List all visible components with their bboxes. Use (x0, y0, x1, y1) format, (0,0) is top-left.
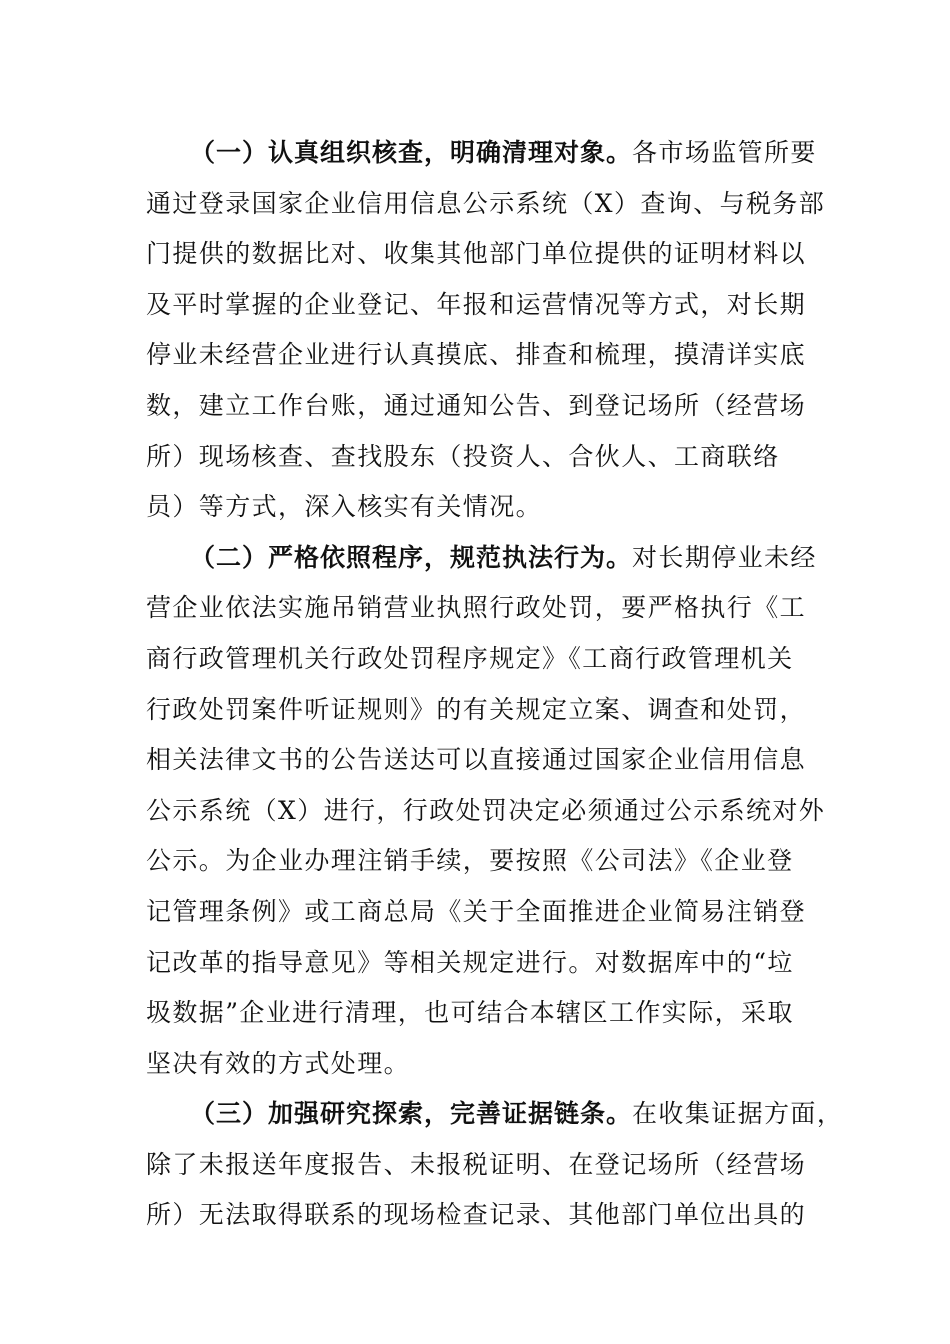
paragraph-1-line-7: 所）现场核查、查找股东（投资人、合伙人、工商联络 (146, 441, 780, 471)
paragraph-1-heading: （一）认真组织核查，明确清理对象。 (190, 138, 633, 167)
paragraph-1-line-2: 通过登录国家企业信用信息公示系统（X）查询、与税务部 (146, 188, 826, 218)
document-body (146, 128, 844, 1241)
paragraph-2-line-6: 公示系统（X）进行，行政处罚决定必须通过公示系统对外 (146, 795, 826, 825)
paragraph-1-text: 各市场监管所要 (632, 138, 817, 167)
paragraph-3-text: 在收集证据方面， (632, 1099, 844, 1129)
paragraph-2-line-9: 记改革的指导意见》等相关规定进行。对数据库中的“垃 (146, 947, 794, 977)
paragraph-2-text: 对长期停业未经 (632, 542, 817, 572)
paragraph-2-line-3: 商行政管理机关行政处罚程序规定》《工商行政管理机关 (146, 643, 794, 673)
paragraph-1-line-4: 及平时掌握的企业登记、年报和运营情况等方式，对长期 (146, 289, 807, 319)
paragraph-3-line-3: 所）无法取得联系的现场检查记录、其他部门单位出具的 (146, 1200, 807, 1230)
paragraph-1-line-3: 门提供的数据比对、收集其他部门单位提供的证明材料以 (146, 239, 807, 269)
paragraph-1-line-8: 员）等方式，深入核实有关情况。 (146, 492, 543, 522)
paragraph-2-line-11: 坚决有效的方式处理。 (146, 1048, 411, 1078)
paragraph-1-line-5: 停业未经营企业进行认真摸底、排查和梳理，摸清详实底 (146, 340, 807, 370)
paragraph-2-line-8: 记管理条例》或工商总局《关于全面推进企业简易注销登 (146, 896, 807, 926)
paragraph-2-line-7: 公示。为企业办理注销手续，要按照《公司法》《企业登 (146, 846, 794, 876)
paragraph-2-heading: （二）严格依照程序，规范执法行为。 (190, 542, 633, 572)
paragraph-3-heading: （三）加强研究探索，完善证据链条。 (190, 1099, 633, 1129)
paragraph-2-line-1 (146, 533, 817, 584)
paragraph-2-line-2: 营企业依法实施吊销营业执照行政处罚，要严格执行《工 (146, 593, 807, 623)
paragraph-3-line-1 (146, 1089, 844, 1140)
paragraph-2-line-10: 圾数据”企业进行清理，也可结合本辖区工作实际，采取 (146, 998, 794, 1028)
paragraph-3-line-2: 除了未报送年度报告、未报税证明、在登记场所（经营场 (146, 1149, 807, 1179)
paragraph-1-line-1 (146, 128, 817, 179)
paragraph-1-line-6: 数，建立工作台账，通过通知公告、到登记场所（经营场 (146, 390, 807, 420)
paragraph-2-line-5: 相关法律文书的公告送达可以直接通过国家企业信用信息 (146, 745, 807, 775)
paragraph-2-line-4: 行政处罚案件听证规则》的有关规定立案、调查和处罚， (146, 694, 807, 724)
